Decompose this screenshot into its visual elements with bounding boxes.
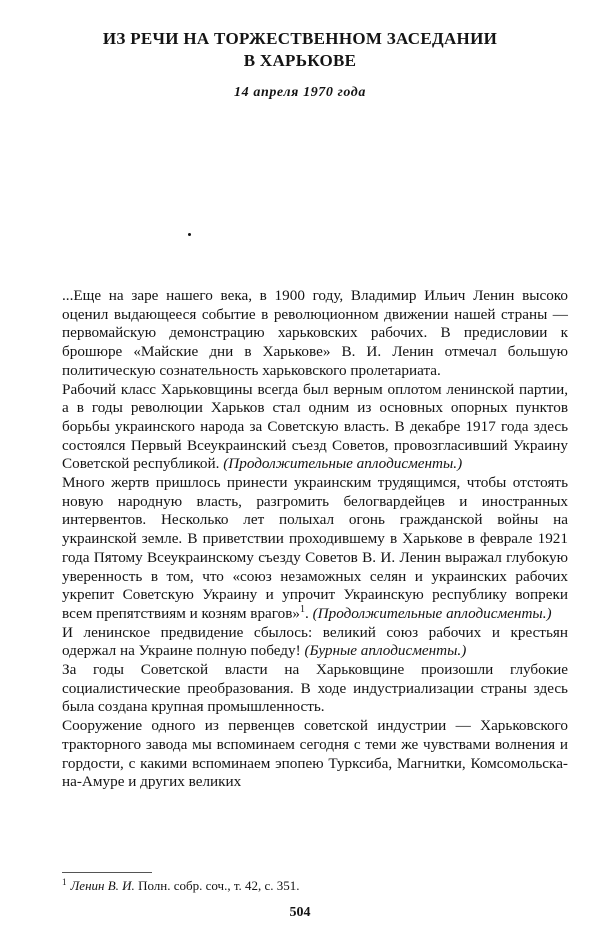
applause-note: (Продолжительные аплодисменты.) <box>223 455 463 473</box>
footnote <box>62 878 568 894</box>
paragraph-3-text: Много жертв пришлось принести украинским трудящимся, чтобы отстоять новую народную власть, разгромить белогвардейцев и иностранных интервентов. Несколько лет полыхал огонь гражданской войны на украинской земле. В приветствии проходившему в Харькове в феврале 1921 года Пятому Всеукраинскому съезду Советов В. И. Ленин выражал глубокую уверенность в том, что «союз незаможных селян и украинских рабочих укрепит Советскую Украину и упрочит Украинскую республику вопреки всем препятствиям и козням врагов» <box>62 474 568 622</box>
title-line-1: ИЗ РЕЧИ НА ТОРЖЕСТВЕННОМ ЗАСЕДАНИИ <box>102 29 498 48</box>
paragraph-2-text: Рабочий класс Харьковщины всегда был верным оплотом ленинской партии, а в годы революции Харьков стал одним из основных опорных пунктов борьбы украинского народа за Советскую власть. В декабре 1917 года здесь состоялся Первый Всеукраинский съезд Советов, провозгласивший Украину Советской республикой. <box>62 380 568 473</box>
footnote-author: Ленин В. И. <box>70 878 135 893</box>
decorative-dot <box>188 233 191 236</box>
title-line-2: В ХАРЬКОВЕ <box>243 51 357 70</box>
paragraph-3: Много жертв пришлось принести украинским трудящимся, чтобы отстоять новую народную власть, разгромить белогвардейцев и иностранных интервентов. Несколько лет полыхал огонь гражданской войны на украинской земле. В приветствии проходившему в Харькове в феврале 1921 года Пятому Всеукраинскому съезду Советов В. И. Ленин выражал глубокую уверенность в том, что «союз незаможных селян и украинских рабочих укрепит Советскую Украину и упрочит Украинскую республику вопреки всем препятствиям и козням врагов»$^1$. (Продолжительные аплодисменты.) <box>62 474 568 622</box>
applause-note: (Продолжительные аплодисменты.) <box>312 604 552 622</box>
footnote-source: Полн. собр. соч., т. 42, с. 351. <box>138 878 300 893</box>
paragraph-4-text: И ленинское предвидение сбылось: великий союз рабочих и крестьян одержал на Украине полную победу! <box>62 623 568 660</box>
paragraph-5: За годы Советской власти на Харьковщине произошли глубокие социалистические преобразования. В ходе индустриализации страны здесь была создана крупная промышленность. <box>62 661 568 716</box>
paragraph-6: Сооружение одного из первенцев советской индустрии — Харьковского тракторного завода мы вспоминаем сегодня с теми же чувствами волнения и гордости, с какими вспоминаем эпопею Турксиба, Магнитки, Комсомольска-на-Амуре и других великих <box>62 717 568 791</box>
footnote-mark: 1 <box>62 876 67 887</box>
paragraph-1: ...Еще на заре нашего века, в 1900 году, Владимир Ильич Ленин высоко оценил выдающееся событие в революционном движении нашей страны — первомайскую демонстрацию харьковских рабочих. В предисловии к брошюре «Майские дни в Харькове» В. И. Ленин отмечал большую политическую сознательность харьковского пролетариата. <box>62 287 568 379</box>
speech-body <box>62 287 568 792</box>
speech-date: 14 апреля 1970 года <box>234 85 366 100</box>
paragraph-4 <box>62 624 568 661</box>
paragraph-2 <box>62 381 568 475</box>
footnote-reference: 1 <box>300 603 305 615</box>
footnote-divider <box>62 872 152 873</box>
page-number: 504 <box>289 905 311 920</box>
applause-note: (Бурные аплодисменты.) <box>304 642 467 660</box>
